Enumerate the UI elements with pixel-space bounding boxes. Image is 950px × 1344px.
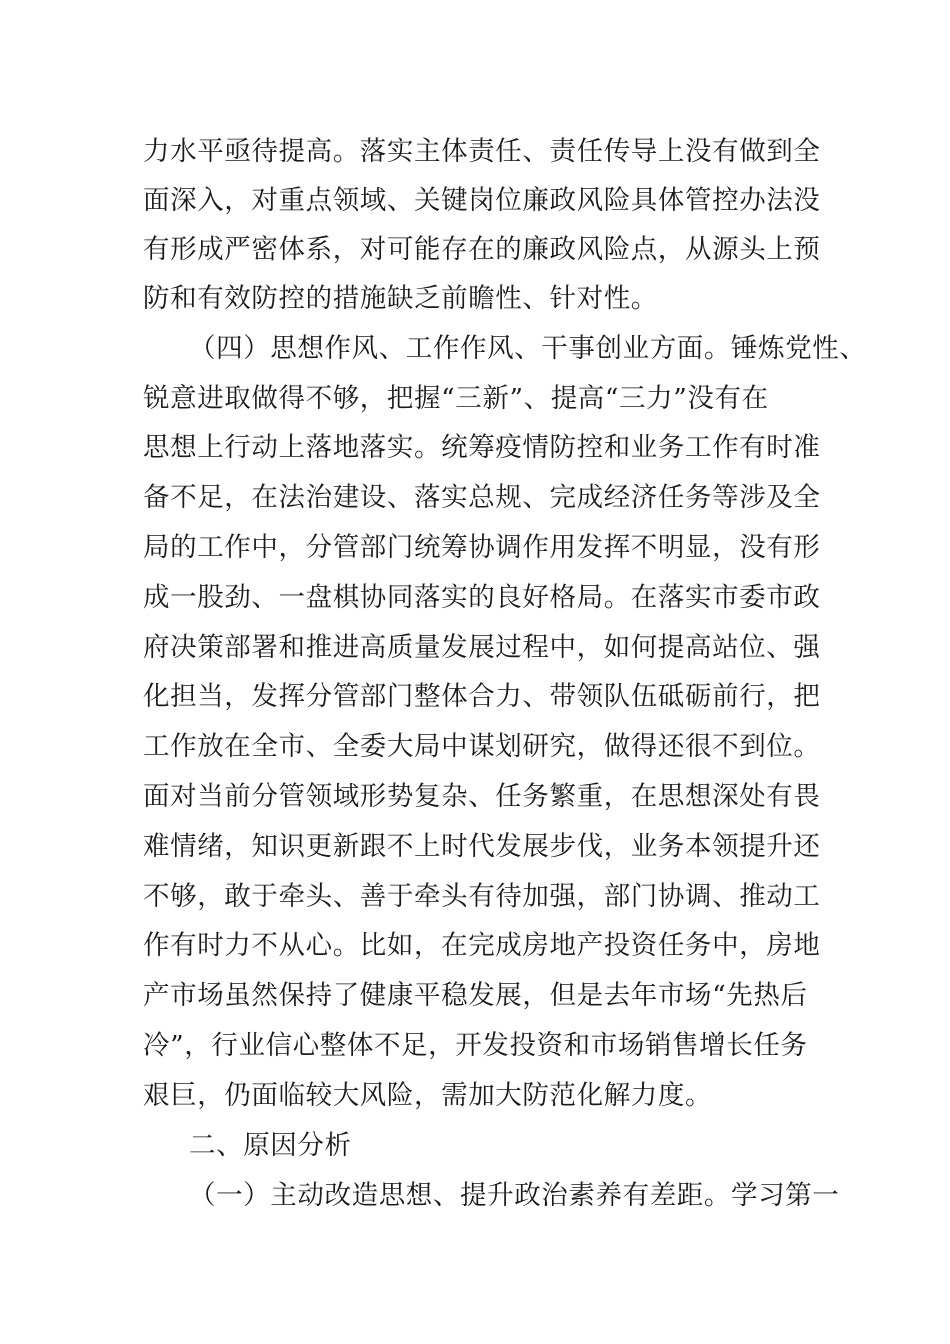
- text-line-2: 面深入，对重点领域、关键岗位廉政风险具体管控办法没: [143, 185, 821, 216]
- subsection-one-heading-line: （一）主动改造思想、提升政治素养有差距。学习第一: [189, 1180, 840, 1211]
- text-line-4: 防和有效防控的措施缺乏前瞻性、针对性。: [143, 283, 658, 314]
- text-line-18: 产市场虽然保持了健康平稳发展，但是去年市场“先热后: [143, 980, 808, 1011]
- section-heading-cause-analysis: 二、原因分析: [189, 1130, 352, 1161]
- section-four-heading-line: （四）思想作风、工作作风、干事创业方面。锤炼党性、: [189, 333, 867, 364]
- text-line-3: 有形成严密体系，对可能存在的廉政风险点，从源头上预: [143, 234, 821, 265]
- text-line-8: 备不足，在法治建设、落实总规、完成经济任务等涉及全: [143, 482, 821, 513]
- text-line-11: 府决策部署和推进高质量发展过程中，如何提高站位、强: [143, 632, 821, 663]
- text-line-15: 难情绪，知识更新跟不上时代发展步伐，业务本领提升还: [143, 831, 821, 862]
- text-line-16: 不够，敢于牵头、善于牵头有待加强，部门协调、推动工: [143, 881, 821, 912]
- text-line-20: 艰巨，仍面临较大风险，需加大防范化解力度。: [143, 1080, 713, 1111]
- text-line-12: 化担当，发挥分管部门整体合力、带领队伍砥砺前行，把: [143, 681, 821, 712]
- text-line-19: 冷”，行业信心整体不足，开发投资和市场销售增长任务: [143, 1030, 808, 1061]
- text-line-13: 工作放在全市、全委大局中谋划研究，做得还很不到位。: [143, 731, 821, 762]
- text-line-6: 锐意进取做得不够，把握“三新”、提高“三力”没有在: [143, 383, 769, 414]
- text-line-17: 作有时力不从心。比如，在完成房地产投资任务中，房地: [143, 930, 821, 961]
- text-line-14: 面对当前分管领域形势复杂、任务繁重，在思想深处有畏: [143, 781, 821, 812]
- text-line-7: 思想上行动上落地落实。统筹疫情防控和业务工作有时准: [143, 432, 821, 463]
- text-line-10: 成一股劲、一盘棋协同落实的良好格局。在落实市委市政: [143, 582, 821, 613]
- text-line-9: 局的工作中，分管部门统筹协调作用发挥不明显，没有形: [143, 532, 821, 563]
- text-line-1: 力水平亟待提高。落实主体责任、责任传导上没有做到全: [143, 136, 821, 167]
